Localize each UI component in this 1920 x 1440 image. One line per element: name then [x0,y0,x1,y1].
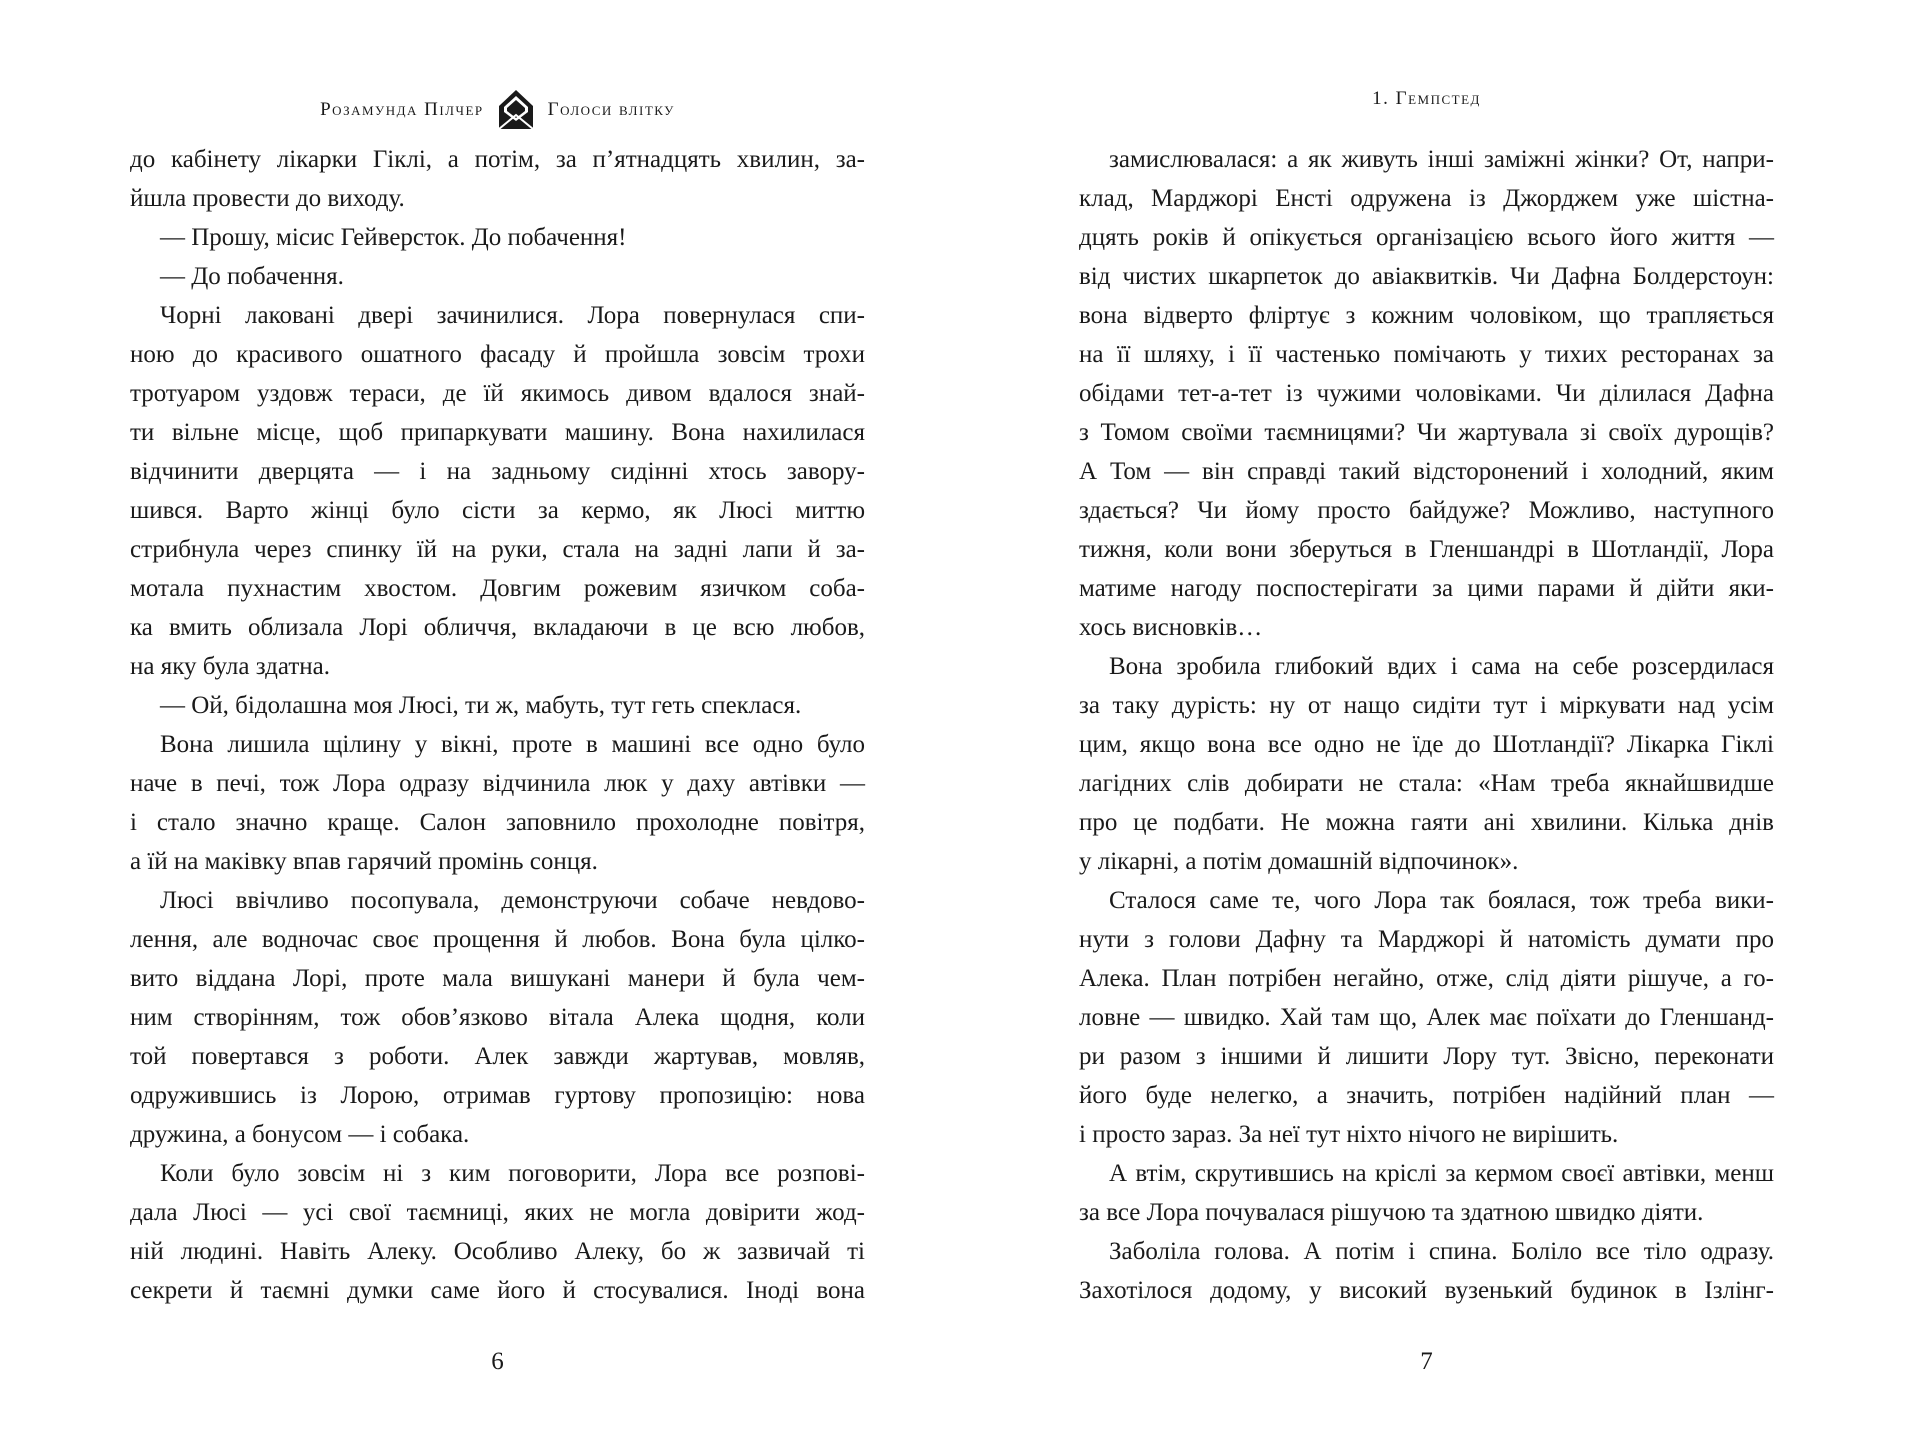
left-text-line: Вона лишила щілину у вікні, проте в машині все одно було [160,731,865,758]
header-chapter: 1. Гемпстед [1372,88,1481,109]
left-text-line: мотала пухнастим хвостом. Довгим рожевим язичком соба- [130,575,865,602]
left-text-line: вито віддана Лорі, проте мала вишукані манери й була чем- [130,965,865,992]
left-text-line: ти вільне місце, щоб припаркувати машину. Вона нахилилася [130,419,865,446]
right-text-line: замислювалася: а як живуть інші заміжні жінки? От, напри- [1109,146,1774,173]
right-text-line: А втім, скрутившись на кріслі за кермом своєї автівки, менш [1109,1160,1774,1187]
right-text-line: матиме нагоду поспостерігати за цими парами й дійти яки- [1079,575,1774,602]
right-text-line: цим, якщо вона все одно не їде до Шотландії? Лікарка Гіклі [1079,731,1774,758]
left-text-line: до кабінету лікарки Гіклі, а потім, за п’ятнадцять хвилин, за- [130,146,865,173]
page-number-left: 6 [491,1348,504,1375]
left-text-line: — До побачення. [160,263,344,290]
right-text-line: за все Лора почувалася рішучою та здатною швидко діяти. [1079,1199,1704,1226]
left-text-line: дружина, а бонусом — і собака. [130,1121,470,1148]
left-text-line: а їй на маківку впав гарячий промінь сонця. [130,848,598,875]
left-text-line: стрибнула через спинку їй на руки, стала на задні лапи й за- [130,536,865,563]
right-text-line: від чистих шкарпеток до авіаквитків. Чи Дафна Болдерстоун: [1079,263,1774,290]
right-text-line: про це подбати. Не можна гаяти ані хвилини. Кілька днів [1079,809,1774,836]
left-text-line: ка вмить облизала Лорі обличчя, вкладаючи в це всю любов, [130,614,865,641]
left-text-block [130,140,865,1310]
left-text-line: — Прошу, місис Гейверсток. До побачення! [160,224,627,251]
left-text-line: ним створінням, тож обов’язково вітала Алека щодня, коли [130,1004,865,1031]
left-text-line: наче в печі, тож Лора одразу відчинила люк у даху автівки — [130,770,865,797]
left-text-line: одружившись із Лорою, отримав гуртову пропозицію: нова [130,1082,865,1109]
right-text-line: на її шляху, і її частенько помічають у тихих ресторанах за [1079,341,1774,368]
left-text-line: відчинити дверцята — і на задньому сидінні хтось завору- [130,458,865,485]
left-text-line: ній людині. Навіть Алеку. Особливо Алеку, бо ж зазвичай ті [130,1238,865,1265]
right-text-line: Вона зробила глибокий вдих і сама на себе розсердилася [1109,653,1774,680]
left-text-line: йшла провести до виходу. [130,185,405,212]
envelope-publisher-icon [496,88,536,132]
left-text-line: тротуаром уздовж тераси, де їй якимось дивом вдалося знай- [130,380,865,407]
right-text-line: нути з голови Дафну та Марджорі й натомість думати про [1079,926,1774,953]
right-page [960,0,1920,1440]
left-text-line: Коли було зовсім ні з ким поговорити, Лора все розпові- [160,1160,865,1187]
right-text-block [1079,140,1774,1310]
right-text-line: клад, Марджорі Енсті одружена із Джорджем уже шістна- [1079,185,1774,212]
left-text-line: Чорні лаковані двері зачинилися. Лора повернулася спи- [160,302,865,329]
right-text-line: за таку дурість: ну от нащо сидіти тут і міркувати над усім [1079,692,1774,719]
page-number-right: 7 [1420,1348,1433,1375]
right-text-line: ри разом з іншими й лишити Лору тут. Звісно, переконати [1079,1043,1774,1070]
left-text-line: на яку була здатна. [130,653,330,680]
right-text-line: Алека. План потрібен негайно, отже, слід діяти рішуче, а го- [1079,965,1774,992]
right-text-line: обідами тет-а-тет із чужими чоловіками. Чи ділилася Дафна [1079,380,1774,407]
right-text-line: і просто зараз. За неї тут ніхто нічого не вирішить. [1079,1121,1619,1148]
left-text-line: — Ой, бідолашна моя Люсі, ти ж, мабуть, тут геть спеклася. [160,692,802,719]
right-text-line: Заболіла голова. А потім і спина. Боліло все тіло одразу. [1109,1238,1774,1265]
right-text-line: лагідних слів добирати не стала: «Нам треба якнайшвидше [1079,770,1774,797]
left-text-line: лення, але водночас своє прощення й любов. Вона була цілко- [130,926,865,953]
left-text-line: ною до красивого ошатного фасаду й пройшла зовсім трохи [130,341,865,368]
right-text-line: дцять років й опікується організацією всього його життя — [1079,224,1774,251]
right-text-line: ловне — швидко. Хай там що, Алек має поїхати до Гленшанд- [1079,1004,1774,1031]
right-text-line: здається? Чи йому просто байдуже? Можливо, наступного [1079,497,1774,524]
left-text-line: дала Люсі — усі свої таємниці, яких не могла довірити жод- [130,1199,865,1226]
running-head-right [1079,88,1774,110]
left-text-line: той повертався з роботи. Алек завжди жартував, мовляв, [130,1043,865,1070]
right-text-line: вона відверто фліртує з кожним чоловіком, що трапляється [1079,302,1774,329]
right-text-line: з Томом своїми таємницями? Чи жартувала зі своїх дурощів? [1079,419,1774,446]
right-text-line: А Том — він справді такий відсторонений і холодний, яким [1079,458,1774,485]
left-text-line: шився. Варто жінці було сісти за кермо, як Люсі миттю [130,497,865,524]
left-text-line: секрети й таємні думки саме його й стосувалися. Іноді вона [130,1277,865,1304]
right-text-line: хось висновків… [1079,614,1263,641]
right-text-line: тижня, коли вони зберуться в Гленшандрі в Шотландії, Лора [1079,536,1774,563]
header-book-title: Голоси влітку [547,99,675,120]
right-text-line: Сталося саме те, чого Лора так боялася, тож треба вики- [1109,887,1774,914]
right-text-line: у лікарні, а потім домашній відпочинок». [1079,848,1519,875]
right-text-line: його буде нелегко, а значить, потрібен надійний план — [1079,1082,1774,1109]
right-text-line: Захотілося додому, у високий вузенький будинок в Ізлінг- [1079,1277,1774,1304]
running-head-left [130,88,865,132]
left-text-line: Люсі ввічливо посопувала, демонструючи собаче невдово- [160,887,865,914]
left-text-line: і стало значно краще. Салон заповнило прохолодне повітря, [130,809,865,836]
header-author: Розамунда Пілчер [320,99,484,120]
